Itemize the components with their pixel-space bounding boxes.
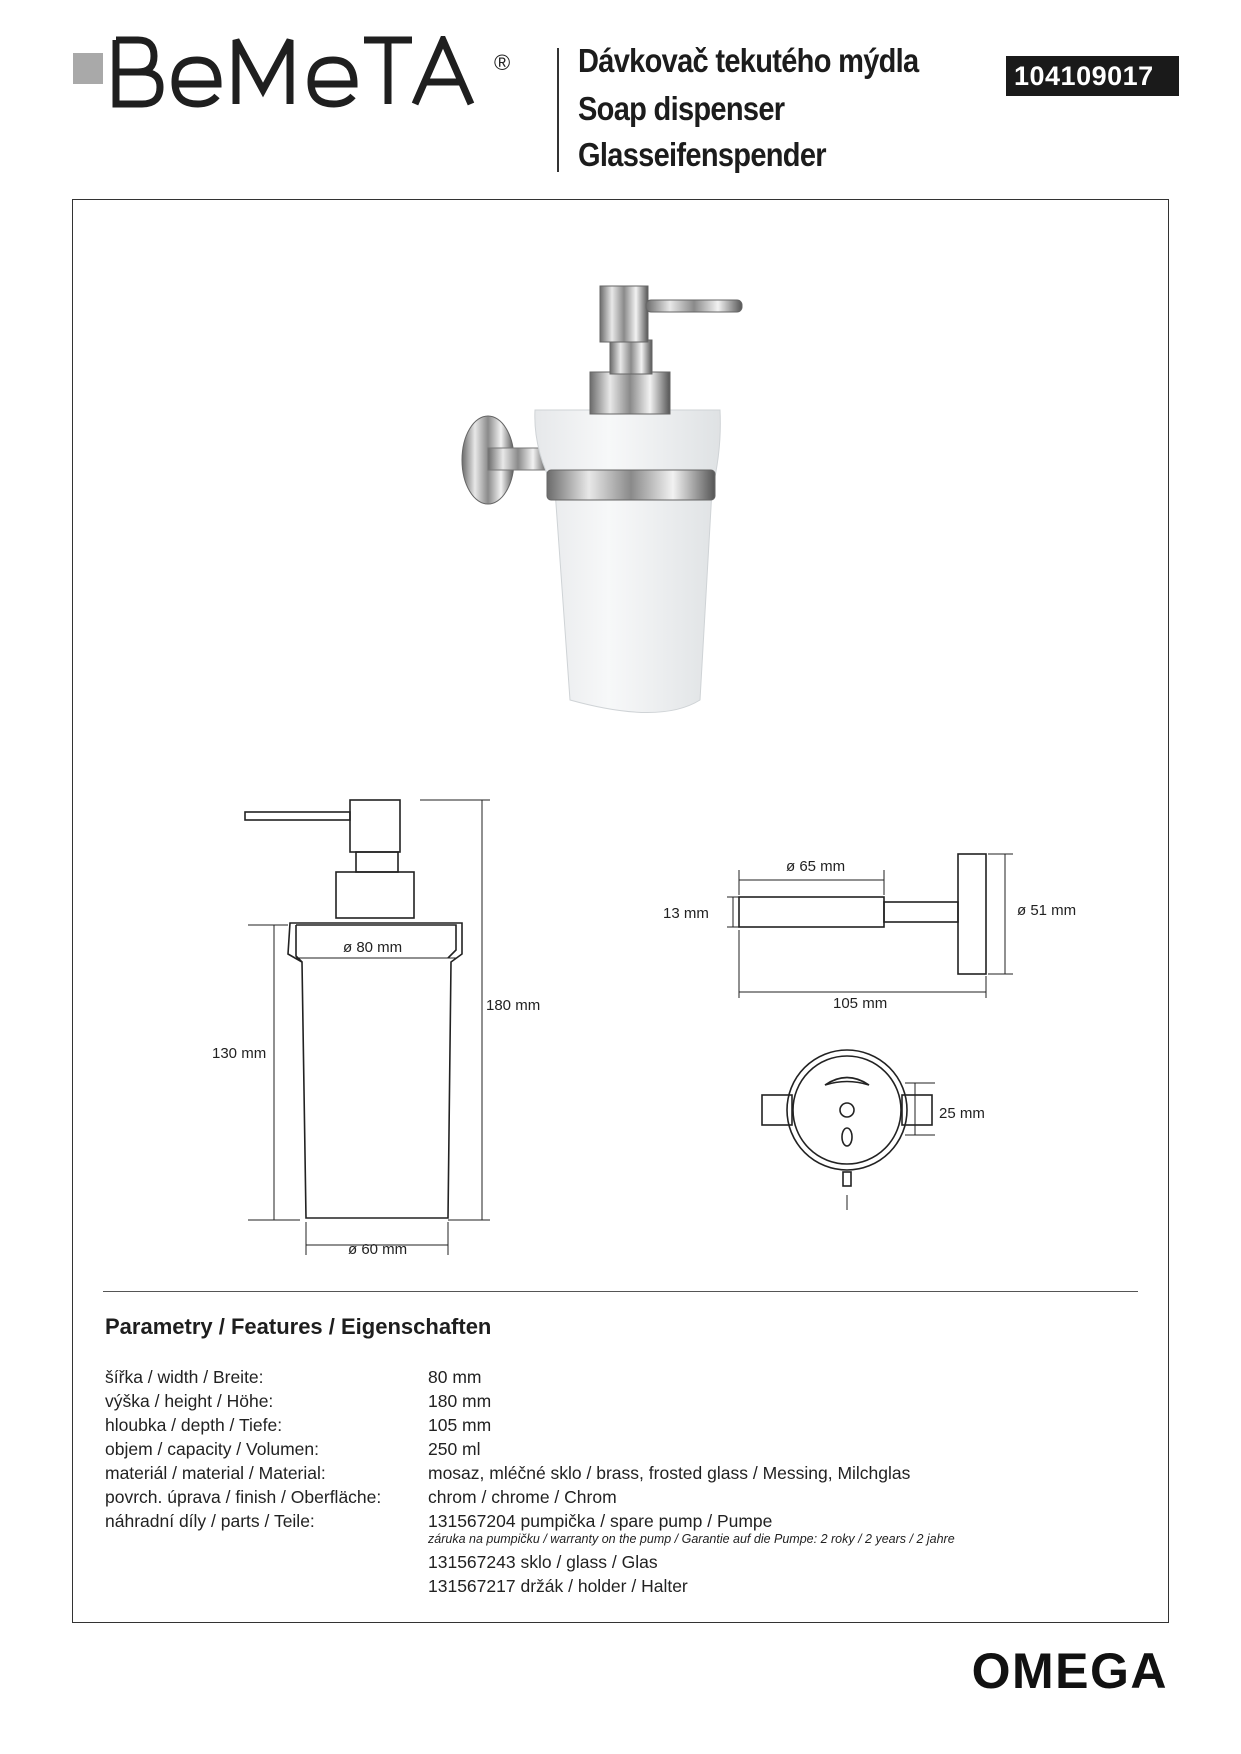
dim-base-diameter: ø 51 mm [1017,902,1077,919]
title-cz: Dávkovač tekutého mýdla [578,42,919,79]
dim-total-height: 180 mm [486,997,541,1014]
title-de: Glasseifenspender [578,136,826,173]
dim-bottom-diameter: ø 60 mm [348,1241,408,1258]
brand-logo-art [112,36,497,108]
features-separator [103,1291,1138,1292]
feature-label: výška / height / Höhe: [105,1391,274,1411]
feature-value: 131567204 pumpička / spare pump / Pumpe [428,1511,773,1531]
logo-square [73,53,103,84]
feature-label: hloubka / depth / Tiefe: [105,1415,283,1435]
back-drawing [755,1045,1035,1215]
header-divider [557,48,559,172]
feature-label: povrch. úprava / finish / Oberfläche: [105,1487,382,1507]
dim-slot: 25 mm [939,1105,985,1122]
series-name: OMEGA [971,1643,1168,1699]
feature-label: objem / capacity / Volumen: [105,1439,319,1459]
dim-glass-height: 130 mm [212,1045,267,1062]
dim-arm: 13 mm [663,905,709,922]
features-title: Parametry / Features / Eigenschaften [105,1314,492,1339]
brand-logo [112,34,497,122]
part-holder: 131567217 držák / holder / Halter [428,1576,688,1596]
feature-value: mosaz, mléčné sklo / brass, frosted glass / Messing, Milchglas [428,1463,911,1483]
feature-label: materiál / material / Material: [105,1463,326,1483]
feature-value: 180 mm [428,1391,492,1411]
side-drawing [655,840,1105,1020]
title-en: Soap dispenser [578,90,785,127]
front-drawing [200,790,560,1270]
feature-value: chrom / chrome / Chrom [428,1487,617,1507]
dim-ring-diameter: ø 65 mm [786,858,846,875]
dim-top-diameter: ø 80 mm [343,939,403,956]
feature-value: 80 mm [428,1367,482,1387]
feature-value: 250 ml [428,1439,481,1459]
product-photo [450,280,760,740]
registered-mark: ® [494,50,511,75]
product-code: 104109017 [1006,56,1179,96]
pump-warranty-note: záruka na pumpičku / warranty on the pump / Garantie auf die Pumpe: 2 roky / 2 years / 2 jahre [428,1532,955,1546]
dim-depth: 105 mm [833,995,888,1012]
part-glass: 131567243 sklo / glass / Glas [428,1552,658,1572]
feature-label: náhradní díly / parts / Teile: [105,1511,315,1531]
feature-value: 105 mm [428,1415,492,1435]
feature-label: šířka / width / Breite: [105,1367,264,1387]
